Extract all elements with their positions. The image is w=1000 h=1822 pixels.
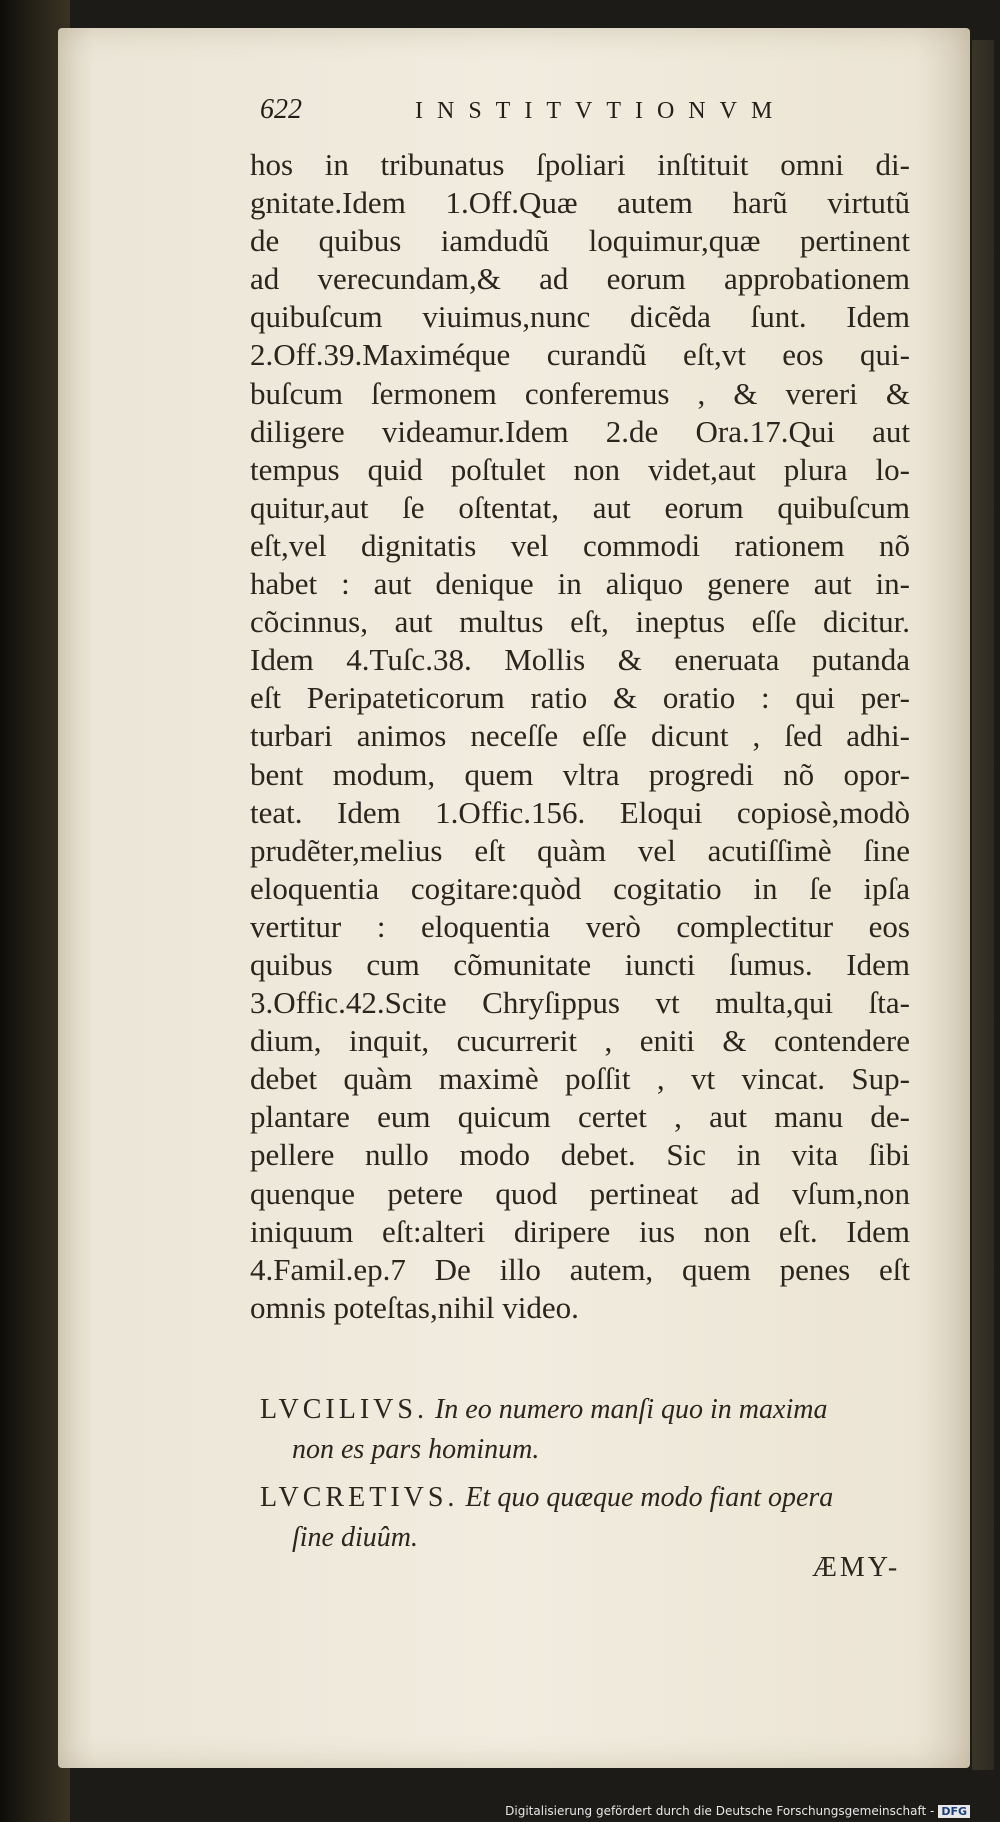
quote-text-continued: ſine diuûm. bbox=[292, 1522, 418, 1553]
running-title: INSTITVTIONVM bbox=[415, 98, 787, 124]
text-line: eloquentia cogitare:quòd cogitatio in ſe ipſa bbox=[250, 870, 910, 906]
dfg-logo: DFG bbox=[938, 1805, 970, 1818]
text-line: quibus cum cõmunitate iuncti ſumus. Idem bbox=[250, 946, 910, 982]
text-line: teat. Idem 1.Offic.156. Eloqui copiosè,modò bbox=[250, 794, 910, 830]
page-edge-shadow bbox=[972, 40, 994, 1770]
credit-text: Digitalisierung gefördert durch die Deutsche Forschungsgemeinschaft - bbox=[505, 1804, 935, 1818]
text-line: turbari animos neceſſe eſſe dicunt , ſed adhi- bbox=[250, 718, 910, 754]
text-line: de quibus iamdudũ loquimur,quæ pertinent bbox=[250, 223, 910, 259]
quote-text-continued: non es pars hominum. bbox=[292, 1434, 540, 1465]
text-line: vertitur : eloquentia verò complectitur eos bbox=[250, 908, 910, 944]
text-line: prudẽter,melius eſt quàm vel acutiſſimè ſine bbox=[250, 832, 910, 868]
quote-author: LVCRETIVS. bbox=[260, 1482, 459, 1513]
running-head bbox=[260, 94, 920, 138]
text-line: eſt Peripateticorum ratio & oratio : qui per- bbox=[250, 680, 910, 716]
quotations bbox=[260, 1390, 910, 1566]
catchword: ÆMY- bbox=[812, 1552, 901, 1583]
quote-text: Et quo quæque modo fiant opera bbox=[465, 1482, 834, 1513]
text-line: 2.Off.39.Maximéque curandũ eſt,vt eos qui- bbox=[250, 337, 910, 373]
text-line: tempus quid poſtulet non videt,aut plura lo- bbox=[250, 451, 910, 487]
body-text bbox=[250, 146, 910, 1327]
text-line: cõcinnus, aut multus eſt, ineptus eſſe dicitur. bbox=[250, 604, 910, 640]
text-line: iniquum eſt:alteri diripere ius non eſt. Idem bbox=[250, 1213, 910, 1249]
text-line: buſcum ſermonem conferemus , & vereri & bbox=[250, 375, 910, 411]
text-line: quitur,aut ſe oſtentat, aut eorum quibuſcum bbox=[250, 489, 910, 525]
quote-text: In eo numero manſi quo in maxima bbox=[434, 1394, 828, 1425]
text-line: debet quàm maximè poſſit , vt vincat. Sup- bbox=[250, 1061, 910, 1097]
text-line: Idem 4.Tuſc.38. Mollis & eneruata putanda bbox=[250, 642, 910, 678]
text-line: gnitate.Idem 1.Off.Quæ autem harũ virtutũ bbox=[250, 185, 910, 221]
text-line: quibuſcum viuimus,nunc dicẽda ſunt. Idem bbox=[250, 299, 910, 335]
quote-lucretius bbox=[260, 1478, 910, 1558]
text-line: 4.Famil.ep.7 De illo autem, quem penes eſt bbox=[250, 1251, 910, 1287]
quote-author: LVCILIVS. bbox=[260, 1394, 428, 1425]
text-line: plantare eum quicum certet , aut manu de- bbox=[250, 1099, 910, 1135]
quote-lucilius bbox=[260, 1390, 910, 1470]
page-number: 622 bbox=[260, 94, 302, 125]
text-line: ad verecundam,& ad eorum approbationem bbox=[250, 261, 910, 297]
text-line: pellere nullo modo debet. Sic in vita ſibi bbox=[250, 1137, 910, 1173]
text-line: bent modum, quem vltra progredi nõ opor- bbox=[250, 756, 910, 792]
text-line: diligere videamur.Idem 2.de Ora.17.Qui aut bbox=[250, 413, 910, 449]
text-line: habet : aut denique in aliquo genere aut in- bbox=[250, 566, 910, 602]
text-line: eſt,vel dignitatis vel commodi rationem nõ bbox=[250, 527, 910, 563]
text-line: 3.Offic.42.Scite Chryſippus vt multa,qui ſta- bbox=[250, 985, 910, 1021]
text-line: hos in tribunatus ſpoliari inſtituit omni di- bbox=[250, 147, 910, 182]
text-line: quenque petere quod pertineat ad vſum,non bbox=[250, 1175, 910, 1211]
digitization-credit bbox=[505, 1804, 970, 1818]
text-line: dium, inquit, cucurrerit , eniti & contendere bbox=[250, 1023, 910, 1059]
text-line-last: omnis poteſtas,nihil video. bbox=[250, 1289, 579, 1325]
